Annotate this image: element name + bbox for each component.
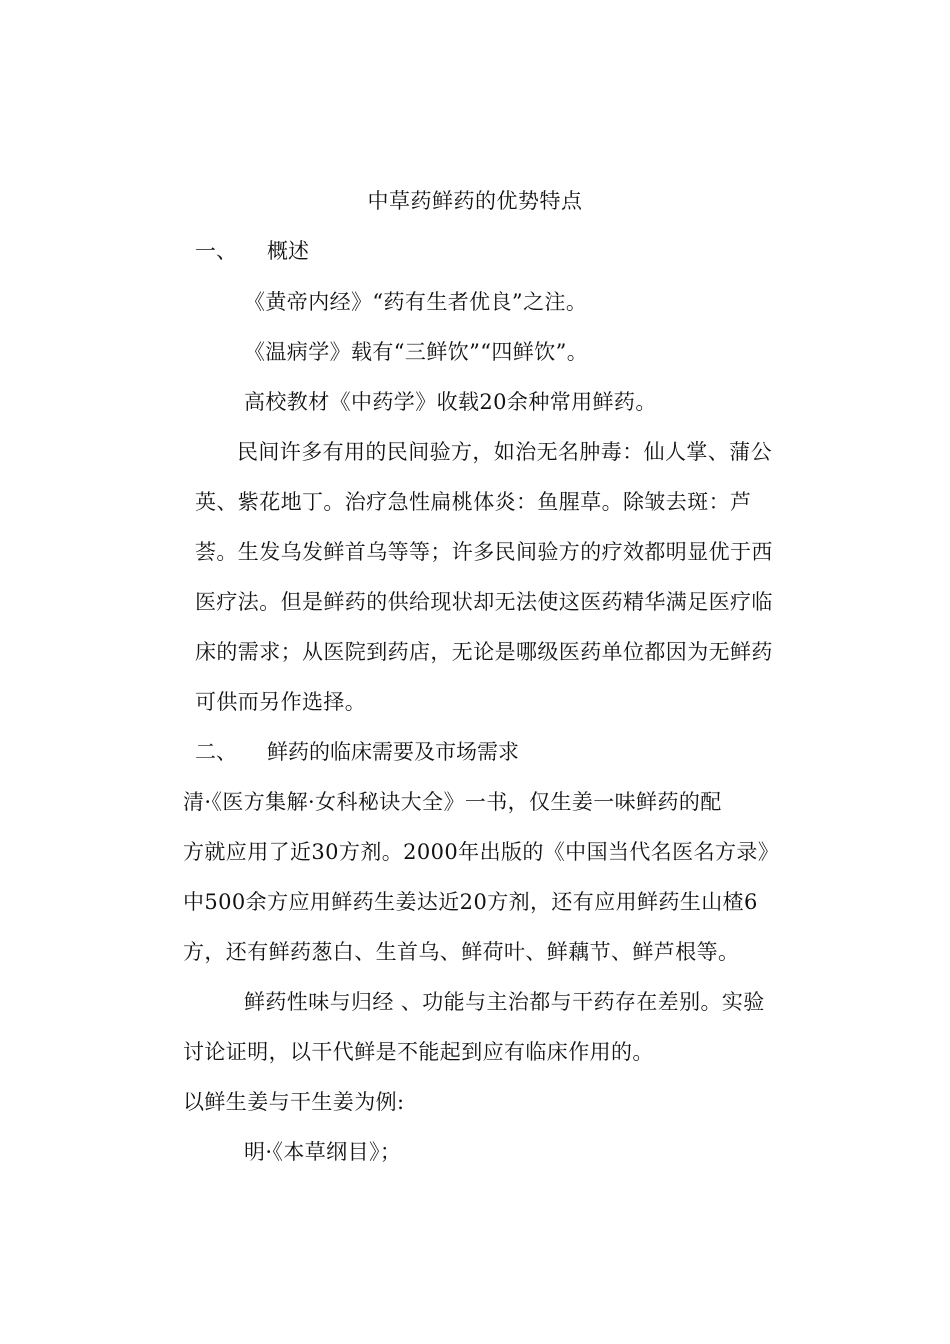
section-1-title: 概述 bbox=[267, 239, 309, 263]
paragraph-line: 清·《医方集解·女科秘诀大全》一书，仅生姜一味鲜药的配 bbox=[183, 790, 722, 814]
paragraph-line: 中500余方应用鲜药生姜达近20方剂，还有应用鲜药生山楂6 bbox=[183, 890, 758, 914]
section-2-number: 二、 bbox=[195, 740, 237, 764]
section-2-title: 鲜药的临床需要及市场需求 bbox=[267, 740, 519, 764]
paragraph-line: 讨论证明，以干代鲜是不能起到应有临床作用的。 bbox=[183, 1040, 654, 1064]
paragraph-line: 医疗法。但是鲜药的供给现状却无法使这医药精华满足医疗临 bbox=[195, 590, 773, 614]
section-1-heading bbox=[195, 236, 309, 266]
paragraph-line: 以鲜生姜与干生姜为例: bbox=[183, 1090, 405, 1114]
paragraph-line: 《黄帝内经》“药有生者优良”之注。 bbox=[244, 290, 588, 314]
paragraph-line: 明·《本草纲目》； bbox=[244, 1140, 402, 1164]
paragraph-line: 可供而另作选择。 bbox=[195, 690, 367, 714]
section-2-heading bbox=[195, 737, 519, 767]
paragraph-line: 荟。生发乌发鲜首乌等等；许多民间验方的疗效都明显优于西 bbox=[195, 540, 773, 564]
paragraph-line: 英、紫花地丁。治疗急性扁桃体炎：鱼腥草。除皱去斑：芦 bbox=[195, 490, 752, 514]
paragraph-line: 《温病学》载有“三鲜饮”“四鲜饮”。 bbox=[244, 340, 589, 364]
paragraph-line: 鲜药性味与归经 、功能与主治都与干药存在差别。实验 bbox=[244, 990, 765, 1014]
paragraph-line: 床的需求；从医院到药店，无论是哪级医药单位都因为无鲜药 bbox=[195, 640, 773, 664]
paragraph-line: 方就应用了近30方剂。2000年出版的《中国当代名医名方录》 bbox=[183, 840, 780, 864]
paragraph-line: 高校教材《中药学》收载20余种常用鲜药。 bbox=[244, 390, 657, 414]
paragraph-line: 方，还有鲜药葱白、生首乌、鲜荷叶、鲜藕节、鲜芦根等。 bbox=[183, 940, 740, 964]
section-1-number: 一、 bbox=[195, 239, 237, 263]
paragraph-line: 民间许多有用的民间验方，如治无名肿毒：仙人掌、蒲公 bbox=[237, 440, 772, 464]
document-title: 中草药鲜药的优势特点 bbox=[367, 189, 583, 213]
